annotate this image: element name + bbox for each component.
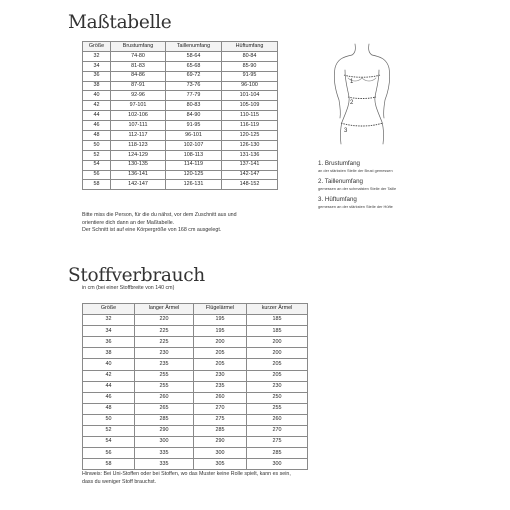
legend-waist-title: 2. Taillenumfang <box>318 178 363 185</box>
measure-table-row <box>83 121 278 131</box>
measure-table <box>82 41 278 190</box>
measure-table-header-cell: Taillenumfang <box>166 42 222 52</box>
fabric-note <box>82 471 382 486</box>
measure-table-cell: 44 <box>83 111 111 121</box>
measure-table-cell: 97-101 <box>111 101 166 111</box>
fabric-subtitle: in cm (bei einer Stoffbreite von 140 cm) <box>82 285 175 291</box>
fabric-table-cell: 255 <box>135 370 194 381</box>
measure-table-cell: 38 <box>83 81 111 91</box>
measure-table-cell: 112-117 <box>111 131 166 141</box>
fabric-table-cell: 225 <box>135 326 194 337</box>
measure-table-cell: 107-111 <box>111 121 166 131</box>
measure-table-header-row <box>83 42 278 52</box>
fabric-table-cell: 225 <box>135 337 194 348</box>
measure-table-cell: 91-95 <box>166 121 222 131</box>
measure-table-cell: 80-83 <box>166 101 222 111</box>
fabric-table-row <box>83 381 308 392</box>
measure-table-row <box>83 81 278 91</box>
measure-table-cell: 110-115 <box>222 111 278 121</box>
fabric-table-cell: 255 <box>135 381 194 392</box>
fabric-table-cell: 300 <box>247 459 308 470</box>
fabric-table-cell: 58 <box>83 459 135 470</box>
fabric-table-cell: 285 <box>194 426 247 437</box>
measure-table-cell: 52 <box>83 150 111 160</box>
measure-table-cell: 56 <box>83 170 111 180</box>
measure-table-cell: 36 <box>83 71 111 81</box>
fabric-table-cell: 185 <box>247 326 308 337</box>
fabric-table-cell: 38 <box>83 348 135 359</box>
measure-table-cell: 65-68 <box>166 61 222 71</box>
fabric-table-cell: 270 <box>194 403 247 414</box>
fabric-table-row <box>83 437 308 448</box>
measure-table-row <box>83 71 278 81</box>
measure-table-cell: 130-135 <box>111 160 166 170</box>
measure-table-cell: 126-131 <box>166 180 222 190</box>
measure-table-cell: 120-125 <box>222 131 278 141</box>
measure-table-cell: 50 <box>83 140 111 150</box>
measure-table-cell: 101-104 <box>222 91 278 101</box>
measure-table-header-cell: Hüftumfang <box>222 42 278 52</box>
fabric-title: Stoffverbrauch <box>68 265 205 286</box>
fabric-table-row <box>83 414 308 425</box>
measure-table-cell: 136-141 <box>111 170 166 180</box>
fabric-table-row <box>83 370 308 381</box>
fabric-table-cell: 205 <box>194 348 247 359</box>
fabric-table-cell: 290 <box>194 437 247 448</box>
fabric-table-row <box>83 459 308 470</box>
fabric-table-cell: 230 <box>135 348 194 359</box>
fabric-note-line-2: dass du weniger Stoff brauchst. <box>82 478 157 485</box>
measure-table-row <box>83 61 278 71</box>
measure-note-line-3: Der Schnitt ist auf eine Körpergröße von 168 cm ausgelegt. <box>82 227 222 234</box>
legend-item-hip <box>318 196 458 209</box>
fabric-table-cell: 260 <box>247 414 308 425</box>
fabric-table-cell: 200 <box>247 348 308 359</box>
fabric-table-cell: 300 <box>194 448 247 459</box>
measure-table-cell: 48 <box>83 131 111 141</box>
measure-table-cell: 81-83 <box>111 61 166 71</box>
fabric-table-cell: 205 <box>194 359 247 370</box>
fabric-table-header-cell: kurzer Ärmel <box>247 304 308 315</box>
fabric-table-cell: 250 <box>247 392 308 403</box>
fabric-table-cell: 195 <box>194 326 247 337</box>
fabric-table-header-cell: Größe <box>83 304 135 315</box>
fabric-table-cell: 205 <box>247 359 308 370</box>
measurement-legend <box>318 160 458 214</box>
fabric-table-cell: 54 <box>83 437 135 448</box>
measure-table-cell: 58 <box>83 180 111 190</box>
measure-table-cell: 102-106 <box>111 111 166 121</box>
fabric-table-cell: 36 <box>83 337 135 348</box>
fabric-table-cell: 285 <box>247 448 308 459</box>
measure-table-cell: 118-123 <box>111 140 166 150</box>
measure-table-cell: 102-107 <box>166 140 222 150</box>
fabric-table-cell: 290 <box>135 426 194 437</box>
legend-item-waist <box>318 178 458 191</box>
fabric-table-cell: 300 <box>135 437 194 448</box>
figure-label-1: 1 <box>350 79 354 85</box>
measure-table-cell: 114-119 <box>166 160 222 170</box>
fabric-table-row <box>83 337 308 348</box>
measure-table-row <box>83 111 278 121</box>
measure-table-row <box>83 180 278 190</box>
fabric-table-cell: 260 <box>135 392 194 403</box>
fabric-table-cell: 235 <box>135 359 194 370</box>
fabric-table-cell: 255 <box>247 403 308 414</box>
fabric-table-cell: 44 <box>83 381 135 392</box>
fabric-table-header-cell: Flügelärmel <box>194 304 247 315</box>
legend-hip-sub: gemessen an der stärksten Stelle der Hüfte <box>318 204 393 209</box>
measure-table-row <box>83 51 278 61</box>
measure-table-cell: 77-79 <box>166 91 222 101</box>
fabric-table-header-cell: langer Ärmel <box>135 304 194 315</box>
fabric-table-cell: 48 <box>83 403 135 414</box>
measure-table-row <box>83 101 278 111</box>
measure-table-cell: 80-84 <box>222 51 278 61</box>
measure-table-cell: 126-130 <box>222 140 278 150</box>
measure-table-cell: 73-76 <box>166 81 222 91</box>
measure-table-cell: 74-80 <box>111 51 166 61</box>
legend-bust-title: 1. Brustumfang <box>318 160 360 167</box>
fabric-note-line-1: Hinweis: Bei Uni-Stoffen oder bei Stoffen, wo das Muster keine Rolle spielt, kann es sein, <box>82 471 291 477</box>
fabric-table <box>82 303 308 470</box>
fabric-table-cell: 40 <box>83 359 135 370</box>
measure-table-row <box>83 160 278 170</box>
fabric-table-row <box>83 426 308 437</box>
fabric-table-cell: 335 <box>135 459 194 470</box>
legend-hip-title: 3. Hüftumfang <box>318 196 357 203</box>
measure-table-cell: 91-95 <box>222 71 278 81</box>
measure-table-cell: 96-101 <box>166 131 222 141</box>
measure-table-cell: 142-147 <box>111 180 166 190</box>
measure-table-row <box>83 170 278 180</box>
measure-table-cell: 32 <box>83 51 111 61</box>
measure-table-cell: 124-129 <box>111 150 166 160</box>
fabric-table-cell: 42 <box>83 370 135 381</box>
fabric-table-cell: 270 <box>247 426 308 437</box>
measure-table-cell: 58-64 <box>166 51 222 61</box>
measure-table-cell: 142-147 <box>222 170 278 180</box>
figure-label-2: 2 <box>350 100 354 106</box>
measure-table-cell: 96-100 <box>222 81 278 91</box>
measure-note-line-2: orientiere dich dann an der Maßtabelle. <box>82 219 175 226</box>
fabric-table-cell: 305 <box>194 459 247 470</box>
fabric-table-row <box>83 392 308 403</box>
fabric-table-cell: 46 <box>83 392 135 403</box>
fabric-table-cell: 265 <box>135 403 194 414</box>
fabric-table-cell: 230 <box>247 381 308 392</box>
measure-table-cell: 85-90 <box>222 61 278 71</box>
measure-table-cell: 87-91 <box>111 81 166 91</box>
fabric-table-row <box>83 315 308 326</box>
measure-table-row <box>83 150 278 160</box>
fabric-table-cell: 285 <box>135 414 194 425</box>
measure-table-row <box>83 140 278 150</box>
fabric-table-body <box>83 315 308 470</box>
measure-note-line-1: Bitte miss die Person, für die du nähst, vor dem Zuschnitt aus und <box>82 212 237 218</box>
fabric-table-row <box>83 348 308 359</box>
measure-table-cell: 120-125 <box>166 170 222 180</box>
measure-table-cell: 148-152 <box>222 180 278 190</box>
fabric-table-cell: 335 <box>135 448 194 459</box>
measure-table-cell: 34 <box>83 61 111 71</box>
fabric-table-row <box>83 403 308 414</box>
fabric-table-cell: 52 <box>83 426 135 437</box>
fabric-table-cell: 275 <box>194 414 247 425</box>
measure-table-cell: 42 <box>83 101 111 111</box>
measure-table-row <box>83 131 278 141</box>
measure-table-cell: 116-119 <box>222 121 278 131</box>
measure-table-cell: 137-141 <box>222 160 278 170</box>
fabric-table-cell: 56 <box>83 448 135 459</box>
measure-table-row <box>83 91 278 101</box>
measure-table-cell: 40 <box>83 91 111 101</box>
fabric-table-cell: 34 <box>83 326 135 337</box>
measure-table-cell: 105-109 <box>222 101 278 111</box>
fabric-table-cell: 220 <box>135 315 194 326</box>
measure-table-header-cell: Größe <box>83 42 111 52</box>
measure-table-cell: 131-136 <box>222 150 278 160</box>
fabric-table-cell: 260 <box>194 392 247 403</box>
fabric-table-cell: 205 <box>247 370 308 381</box>
fabric-table-cell: 50 <box>83 414 135 425</box>
fabric-table-row <box>83 326 308 337</box>
fabric-table-cell: 200 <box>194 337 247 348</box>
fabric-table-cell: 185 <box>247 315 308 326</box>
figure-label-3: 3 <box>344 128 348 134</box>
fabric-table-cell: 235 <box>194 381 247 392</box>
legend-waist-sub: gemessen an der schmalsten Stelle der Taille <box>318 186 397 191</box>
fabric-table-row <box>83 448 308 459</box>
fabric-table-cell: 200 <box>247 337 308 348</box>
measure-table-title: Maßtabelle <box>68 12 172 33</box>
fabric-table-row <box>83 359 308 370</box>
fabric-table-cell: 230 <box>194 370 247 381</box>
legend-bust-sub: an der stärksten Stelle der Brust gemessen <box>318 168 393 173</box>
measure-table-cell: 84-90 <box>166 111 222 121</box>
fabric-table-cell: 32 <box>83 315 135 326</box>
measure-table-cell: 54 <box>83 160 111 170</box>
body-measurement-figure <box>318 40 408 150</box>
measure-table-cell: 46 <box>83 121 111 131</box>
measure-table-cell: 92-96 <box>111 91 166 101</box>
measure-note <box>82 212 282 235</box>
measure-table-cell: 84-86 <box>111 71 166 81</box>
measure-table-cell: 69-72 <box>166 71 222 81</box>
fabric-table-cell: 275 <box>247 437 308 448</box>
measure-table-header-cell: Brustumfang <box>111 42 166 52</box>
legend-item-bust <box>318 160 458 173</box>
measure-table-body <box>83 51 278 189</box>
fabric-table-header-row <box>83 304 308 315</box>
fabric-table-cell: 195 <box>194 315 247 326</box>
measure-table-cell: 108-113 <box>166 150 222 160</box>
